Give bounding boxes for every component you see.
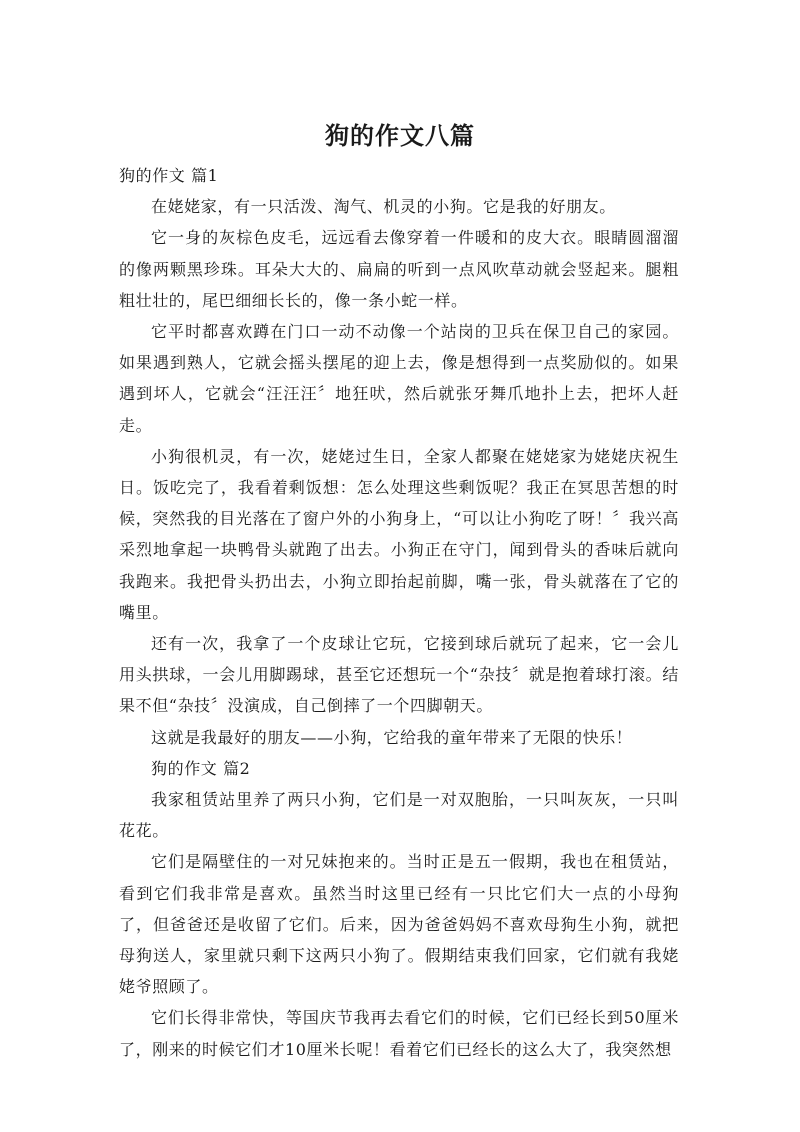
essay-1-heading: 狗的作文 篇1 bbox=[119, 166, 219, 185]
essay-1-paragraph: 在姥姥家，有一只活泼、淘气、机灵的小狗。它是我的好朋友。 bbox=[151, 197, 616, 217]
essay-1-paragraph: 它一身的灰棕色皮毛，远远看去像穿着一件暖和的皮大衣。眼睛圆溜溜的像两颗黑珍珠。耳朵大大的、扁扁的听到一点风吹草动就会竖起来。腿粗粗壮壮的，尾巴细细长长的，像一条小蛇一样。 bbox=[119, 228, 679, 310]
essay-2-paragraph: 我家租赁站里养了两只小狗，它们是一对双胞胎，一只叫灰灰，一只叫花花。 bbox=[119, 790, 679, 841]
essay-1-paragraph: 它平时都喜欢蹲在门口一动不动像一个站岗的卫兵在保卫自己的家园。如果遇到熟人，它就会摇头摆尾的迎上去，像是想得到一点奖励似的。如果遇到坏人，它就会“汪汪汪〞地狂吠，然后就张牙舞爪地扑上去，把坏人赶走。 bbox=[119, 322, 679, 435]
essay-2-paragraph: 它们是隔壁住的一对兄妹抱来的。当时正是五一假期，我也在租赁站，看到它们我非常是喜欢。虽然当时这里已经有一只比它们大一点的小母狗了，但爸爸还是收留了它们。后来，因为爸爸妈妈不喜欢母狗生小狗，就把母狗送人，家里就只剩下这两只小狗了。假期结束我们回家，它们就有我姥姥爷照顾了。 bbox=[119, 852, 679, 997]
essay-2-heading: 狗的作文 篇2 bbox=[151, 758, 251, 778]
essay-2-paragraph: 它们长得非常快，等国庆节我再去看它们的时候，它们已经长到50厘米了，刚来的时候它们才10厘米长呢！看着它们已经长的这么大了，我突然想 bbox=[119, 1008, 679, 1059]
document-body bbox=[119, 160, 679, 1065]
essay-1-paragraph: 还有一次，我拿了一个皮球让它玩，它接到球后就玩了起来，它一会儿用头拱球，一会儿用脚踢球，甚至它还想玩一个“杂技〞就是抱着球打滚。结果不但“杂技〞没演成，自己倒摔了一个四脚朝天。 bbox=[119, 634, 679, 716]
essay-1-paragraph: 小狗很机灵，有一次，姥姥过生日，全家人都聚在姥姥家为姥姥庆祝生日。饭吃完了，我看着剩饭想：怎么处理这些剩饭呢？我正在冥思苦想的时候，突然我的目光落在了窗户外的小狗身上，“可以让小狗吃了呀！〞我兴高采烈地拿起一块鸭骨头就跑了出去。小狗正在守门，闻到骨头的香味后就向我跑来。我把骨头扔出去，小狗立即抬起前脚，嘴一张，骨头就落在了它的嘴里。 bbox=[119, 446, 679, 622]
document-title: 狗的作文八篇 bbox=[325, 122, 475, 150]
essay-1-paragraph: 这就是我最好的朋友——小狗，它给我的童年带来了无限的快乐！ bbox=[151, 727, 633, 747]
